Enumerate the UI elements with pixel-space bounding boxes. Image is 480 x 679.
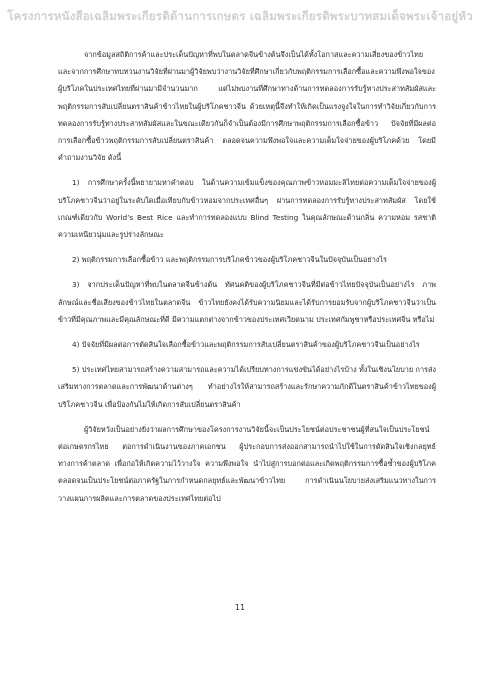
research-question-1: 1) การศึกษาครั้งนี้พยายามหาคำตอบ ในด้านความเข้มแข็งของคุณภาพข้าวหอมมะลิไทยต่อความเต็มใจจ่ายของผู้บริโภคชาวจีนว่าอยู่ในระดับใดเมื่อเทียบกับข้าวหอมจากประเทศอื่นๆ ผ่านการทดลองการรับรู้ทางประสาทสัมผัส โดยใช้เกณฑ์เดียวกับ World’s Best Rice และทำการทดลองแบบ Blind Testing ในคุณลักษณะด้านกลิ่น ความหอม รสชาติ ความเหนียวนุ่มและรูปร่างลักษณะ [58,178,436,240]
research-question-3: 3) จากประเด็นปัญหาที่พบในตลาดจีนข้างต้น ทัศนคติของผู้บริโภคชาวจีนที่มีต่อข้าวไทยปัจจุบันเป็นอย่างไร ภาพลักษณ์และชื่อเสียงของข้าวไทยในตลาดจีน ข้าวไทยยังคงได้รับความนิยมและได้รับการยอมรับจากผู้บริโภคชาวจีนว่าเป็นข้าวที่มีคุณภาพและมีคุณลักษณะที่ดี มีความแตกต่างจากข้าวของประเทศเวียดนาม ประเทศกัมพูชาหรือประเทศจีน หรือไม่ [58,280,436,324]
page-header: โครงการหนังสือเฉลิมพระเกียรติด้านการเกษตร เฉลิมพระเกียรติพระบาทสมเด็จพระเจ้าอยู่หัว [7,9,473,23]
body-text [58,46,436,515]
closing-paragraph: ผู้วิจัยหวังเป็นอย่างยิ่งว่าผลการศึกษาของโครงการงานวิจัยนี้จะเป็นประโยชน์ต่อประชาชนผู้ที่สนใจเป็นประโยชน์ต่อเกษตรกรไทย ต่อการดำเนินงานของภาคเอกชน ผู้ประกอบการส่งออกสามารถนำไปใช้ในการตัดสินใจเชิงกลยุทธ์ทางการค้าตลาด เพื่อก่อให้เกิดความไว้วางใจ ความพึงพอใจ นำไปสู่การบอกต่อและเกิดพฤติกรรมการซื้อซ้ำของผู้บริโภค ตลอดจนเป็นประโยชน์ต่อภาครัฐในการกำหนดกลยุทธ์และพัฒนาข้าวไทย การดำเนินนโยบายส่งเสริมแนวทางในการวางแผนการผลิตและการตลาดของประเทศไทยต่อไป [58,424,436,503]
research-question-5: 5) ประเทศไทยสามารถสร้างความสามารถและความได้เปรียบทางการแข่งขันได้อย่างไรบ้าง ทั้งในเชิงนโยบาย การส่งเสริมทางการตลาดและการพัฒนาด้านต่างๆ ทำอย่างไรให้สามารถสร้างและรักษาความภักดีในตราสินค้าข้าวไทยของผู้บริโภคชาวจีน เพื่อป้องกันไม่ให้เกิดการสับเปลี่ยนตราสินค้า [58,365,436,409]
page-number: 11 [234,603,246,612]
research-question-4: 4) ปัจจัยที่มีผลต่อการตัดสินใจเลือกซื้อข้าวและพฤติกรรมการสับเปลี่ยนตราสินค้าของผู้บริโภคชาวจีนเป็นอย่างไร [72,340,420,350]
research-question-2: 2) พฤติกรรมการเลือกซื้อข้าว และพฤติกรรมการบริโภคข้าวของผู้บริโภคชาวจีนในปัจจุบันเป็นอย่างไร [72,255,387,265]
intro-paragraph: จากข้อมูลสถิติการค้าและประเด็นปัญหาที่พบในตลาดจีนข้างต้นจึงเป็นได้ทั้งโอกาสและความเสี่ยงของข้าวไทย และจากการศึกษาทบทวนงานวิจัยที่ผ่านมาผู้วิจัยพบว่างานวิจัยที่ศึกษาเกี่ยวกับพฤติกรรมการเลือกซื้อและความพึงพอใจของผู้บริโภคในประเทศไทยที่ผ่านมามีจำนวนมาก แต่ไม่พบงานที่ศึกษาทางด้านการทดลองการรับรู้ทางประสาทสัมผัสและพฤติกรรมการสับเปลี่ยนตราสินค้าข้าวไทยในผู้บริโภคชาวจีน ด้วยเหตุนี้จึงทำให้เกิดเป็นแรงจูงใจในการทำวิจัยเกี่ยวกับการทดลองการรับรู้ทางประสาทสัมผัสและในขณะเดียวกันก็จำเป็นต้องมีการศึกษาพฤติกรรมการเลือกซื้อข้าว ปัจจัยที่มีผลต่อการเลือกซื้อข้าวพฤติกรรมการสับเปลี่ยนตราสินค้า ตลอดจนความพึงพอใจและความเต็มใจจ่ายของผู้บริโภคด้วย โดยมีคำถามงานวิจัย ดังนี้ [58,50,436,163]
